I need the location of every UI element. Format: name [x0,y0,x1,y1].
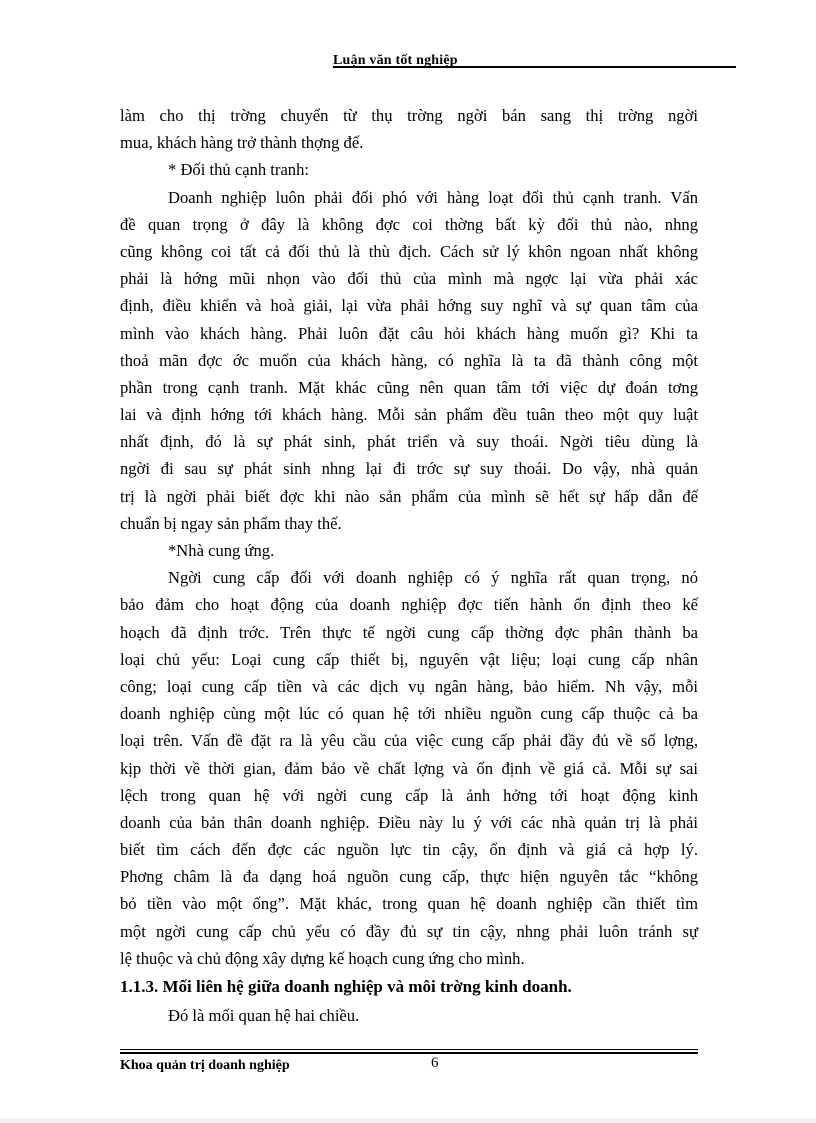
footer-rule [120,1049,698,1050]
paragraph-line: chuẩn bị ngay sản phẩm thay thế. [120,513,342,533]
paragraph-line: hoạch đã định trớc. Trên thực tế ngời cung cấp thờng đợc phân thành ba [120,622,698,642]
document-body [120,102,698,1029]
paragraph-line: bảo đảm cho hoạt động của doanh nghiệp đợc tiến hành ổn định theo kế [120,595,698,615]
paragraph-line: mua, khách hàng trở thành thợng đế. [120,133,364,153]
paragraph-line: phải là hớng mũi nhọn vào đối thủ của mình mà ngợc lại vừa phải xác [120,269,698,289]
paragraph-line: công; loại cung cấp tiền và các dịch vụ ngân hàng, bảo hiểm. Nh vậy, mỗi [120,676,698,696]
page-header-title: Luận văn tốt nghiệp [333,53,458,68]
paragraph-line: kịp thời về thời gian, đảm bảo về chất lợng và ổn định về giá cả. Mỗi sự sai [120,758,698,778]
paragraph-line: Đó là mối quan hệ hai chiều. [168,1006,360,1025]
paragraph-line: Doanh nghiệp luôn phải đối phó với hàng loạt đối thủ cạnh tranh. Vấn [168,187,698,207]
paragraph-line: loại chủ yếu: Loại cung cấp thiết bị, nguyên vật liệu; loại cung cấp nhân [120,649,698,669]
paragraph-line: lệ thuộc và chủ động xây dựng kế hoạch cung ứng cho mình. [120,948,525,968]
paragraph-line: định, điều khiển và hoà giải, lại vừa phải hớng suy nghĩ và sự quan tâm của [120,296,698,316]
section-heading: 1.1.3. Mối liên hệ giữa doanh nghiệp và môi trờng kinh doanh. [120,977,572,996]
page-number: 6 [431,1055,439,1071]
paragraph-line: phần trong cạnh tranh. Mặt khác cũng nên quan tâm tới việc dự đoán tơng [120,377,698,397]
paragraph-line: một ngời cung cấp chủ yếu có đầy đủ sự tin cậy, nhng phải luôn tránh sự [120,921,698,941]
paragraph-line: loại trên. Vấn đề đặt ra là yêu cầu của việc cung cấp phải đầy đủ về số lợng, [120,731,698,751]
paragraph-line: mình vào khách hàng. Phải luôn đặt câu hỏi khách hàng muốn gì? Khi ta [120,323,698,343]
paragraph-line: lai và định hớng tới khách hàng. Mỗi sản phẩm đều tuân theo một quy luật [120,405,698,425]
paragraph-line: trị là ngời phải biết đợc khi nào sản phẩm của mình sẽ hết sự hấp dẫn để [120,486,698,506]
paragraph-line: lệch trong quan hệ với ngời cung cấp là ảnh hởng tới hoạt động kinh [120,785,698,805]
paragraph-line: doanh nghiệp cùng một lúc có quan hệ tới nhiều nguồn cung cấp thuộc cả ba [120,704,698,724]
paragraph-line: ngời đi sau sự phát sinh nhng lại đi trớc sự suy thoái. Do vậy, nhà quản [120,459,698,479]
page-bottom-edge [0,1118,816,1123]
footer-department: Khoa quản trị doanh nghiệp [120,1058,290,1073]
footer-rule-thick [120,1052,698,1054]
paragraph-line: thoả mãn đợc ớc muốn của khách hàng, có nghĩa là ta đã thành công một [120,350,698,370]
paragraph-line: bỏ tiền vào một ống”. Mặt khác, trong quan hệ doanh nghiệp cần thiết tìm [120,894,698,914]
paragraph-line: biết tìm cách đến đợc các nguồn lực tin cậy, ổn định và giá cả hợp lý. [120,840,698,860]
paragraph-line: đề quan trọng ở đây là không đợc coi thờng bất kỳ đối thủ nào, nhng [120,214,698,234]
section-label-suppliers: *Nhà cung ứng. [168,541,275,560]
paragraph-line: cũng không coi tất cả đối thủ là thù địch. Cách sử lý khôn ngoan nhất không [120,241,698,261]
paragraph-line: Ngời cung cấp đối với doanh nghiệp có ý nghĩa rất quan trọng, nó [168,568,698,588]
paragraph-line: nhất định, đó là sự phát sinh, phát triển và suy thoái. Ngời tiêu dùng là [120,432,698,452]
header-rule [333,66,736,68]
section-label-competitors: * Đối thủ cạnh tranh: [168,160,310,180]
paragraph-line: doanh của bản thân doanh nghiệp. Điều này lu ý với các nhà quản trị là phải [120,812,698,832]
paragraph-line: Phơng châm là đa dạng hoá nguồn cung cấp, thực hiện nguyên tắc “không [120,867,698,887]
paragraph-line: làm cho thị trờng chuyển từ thụ trờng ngời bán sang thị trờng ngời [120,106,698,125]
